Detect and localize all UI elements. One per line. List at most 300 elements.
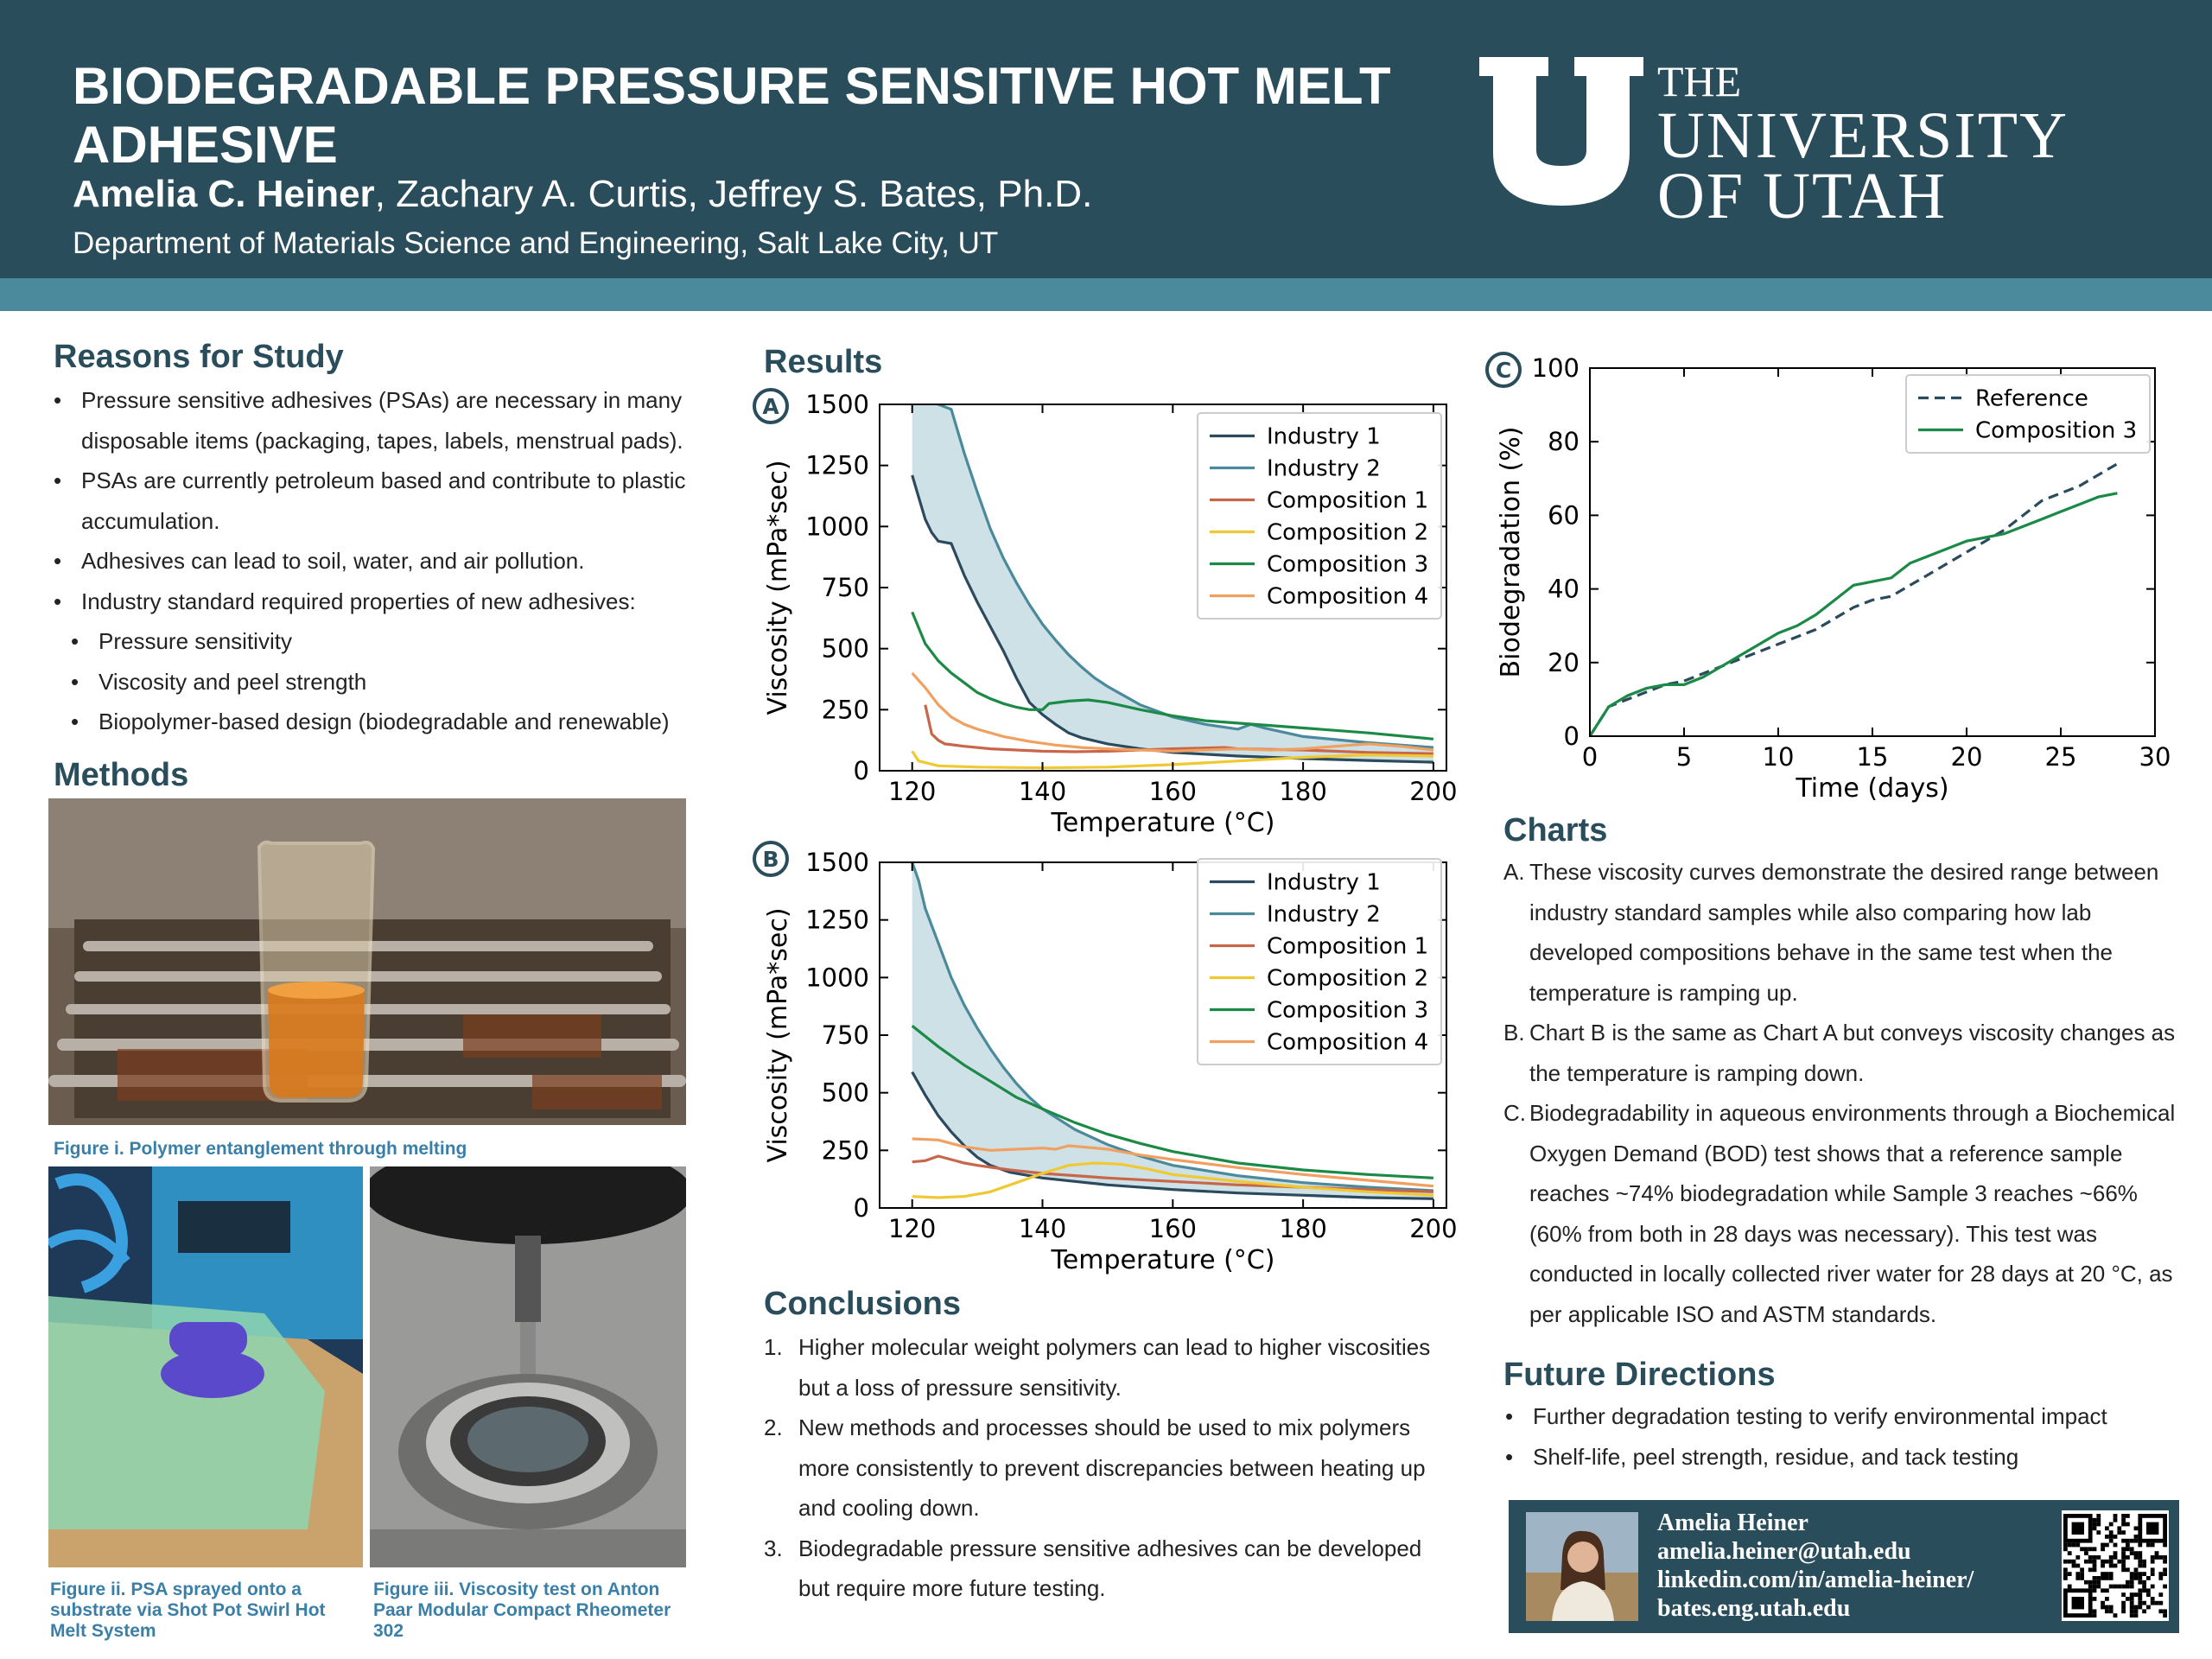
conclusion-text: Biodegradable pressure sensitive adhesives can be developed but require more future testing. <box>798 1535 1422 1601</box>
qr-module <box>2121 1564 2126 1568</box>
qr-module <box>2121 1560 2126 1564</box>
chart-description-text: Biodegradability in aqueous environments through a Biochemical Oxygen Demand (BOD) test shows that a reference sample reaches ~74% biodegradation while Sample 3 reaches ~66% (60% from both in 28 days was necessary). This test was conducted in locally collected river water for 28 days at 20 °C, as per applicable ISO and ASTM standards. <box>1529 1100 2176 1327</box>
qr-module <box>2105 1597 2109 1601</box>
reasons-item: • PSAs are currently petroleum based and contribute to plastic accumulation. <box>52 461 709 541</box>
contact-name: Amelia Heiner <box>1657 1510 1808 1536</box>
y-tick-label: 500 <box>821 633 869 664</box>
qr-module <box>2113 1551 2118 1555</box>
future-list <box>1503 1396 2186 1477</box>
y-tick-label: 100 <box>1531 353 1580 383</box>
qr-module <box>2093 1564 2097 1568</box>
y-tick-label: 250 <box>821 1135 869 1166</box>
qr-module <box>2093 1567 2097 1572</box>
qr-module <box>2105 1526 2109 1530</box>
qr-module <box>2080 1567 2084 1572</box>
panel-letter: A <box>762 394 779 419</box>
qr-module <box>2117 1585 2121 1589</box>
qr-module <box>2163 1585 2167 1589</box>
legend-label: Composition 2 <box>1267 965 1429 992</box>
qr-module <box>2138 1605 2142 1610</box>
qr-module <box>2126 1585 2130 1589</box>
qr-module <box>2163 1567 2167 1572</box>
panel-letter: B <box>762 847 779 872</box>
qr-module <box>2146 1543 2151 1548</box>
qr-module <box>2096 1555 2101 1560</box>
y-tick-label: 1000 <box>805 512 869 542</box>
conclusion-item <box>764 1408 1438 1529</box>
qr-module <box>2096 1518 2101 1522</box>
qr-module <box>2068 1551 2072 1555</box>
qr-module <box>2113 1564 2118 1568</box>
qr-module <box>2096 1522 2101 1527</box>
qr-module <box>2134 1576 2139 1580</box>
legend-label: Composition 3 <box>1975 417 2138 444</box>
reasons-subitem: • Pressure sensitivity <box>52 621 709 662</box>
qr-module <box>2093 1585 2097 1589</box>
chart-c <box>1478 344 2186 810</box>
y-tick-label: 1250 <box>805 905 869 935</box>
qr-module <box>2096 1530 2101 1535</box>
series-line-reference <box>1590 464 2117 736</box>
contact-email[interactable]: amelia.heiner@utah.edu <box>1657 1538 1911 1565</box>
reasons-subitem: • Viscosity and peel strength <box>52 662 709 702</box>
qr-module <box>2113 1585 2118 1589</box>
qr-module <box>2093 1576 2097 1580</box>
qr-module <box>2121 1514 2126 1518</box>
qr-module <box>2151 1555 2155 1560</box>
qr-module <box>2126 1539 2130 1543</box>
qr-module <box>2075 1555 2080 1560</box>
logo-text-university: UNIVERSITY <box>1657 99 2069 172</box>
qr-module <box>2075 1543 2080 1548</box>
qr-module <box>2121 1567 2126 1572</box>
reasons-list <box>52 380 709 742</box>
qr-module <box>2121 1585 2126 1589</box>
qr-module <box>2096 1514 2101 1518</box>
y-tick-label: 500 <box>821 1077 869 1108</box>
legend-label: Composition 4 <box>1267 1029 1429 1056</box>
qr-module <box>2163 1543 2167 1548</box>
qr-module <box>2130 1613 2134 1618</box>
qr-module <box>2151 1560 2155 1564</box>
y-tick-label: 1000 <box>805 963 869 993</box>
qr-module <box>2109 1530 2113 1535</box>
series-line-composition-3 <box>1590 493 2117 736</box>
qr-module <box>2121 1518 2126 1522</box>
qr-module <box>2109 1539 2113 1543</box>
charts-title: Charts <box>1503 812 1608 849</box>
qr-module <box>2101 1576 2105 1580</box>
y-axis-label: Biodegradation (%) <box>1496 426 1526 678</box>
qr-module <box>2126 1514 2130 1518</box>
poster-header <box>0 0 2212 278</box>
x-tick-label: 120 <box>888 777 937 806</box>
qr-module <box>2126 1555 2130 1560</box>
legend-label: Composition 2 <box>1267 519 1429 546</box>
qr-module <box>2109 1576 2113 1580</box>
qr-module <box>2158 1609 2163 1613</box>
qr-module <box>2134 1551 2139 1555</box>
qr-module <box>2134 1572 2139 1576</box>
qr-module <box>2134 1605 2139 1610</box>
conclusion-number: 2. <box>764 1414 783 1440</box>
legend-label: Composition 3 <box>1267 997 1429 1024</box>
qr-module <box>2130 1547 2134 1551</box>
qr-module <box>2084 1547 2088 1551</box>
qr-module <box>2101 1547 2105 1551</box>
qr-module <box>2130 1585 2134 1589</box>
qr-module <box>2075 1564 2080 1568</box>
x-tick-label: 180 <box>1279 1214 1327 1243</box>
qr-module <box>2151 1567 2155 1572</box>
logo-text-of-utah: OF UTAH <box>1657 160 1948 232</box>
qr-module <box>2151 1572 2155 1576</box>
qr-module <box>2068 1572 2072 1576</box>
conclusion-text: New methods and processes should be used to mix polymers more consistently to prevent discrepancies between heating up and cooling down. <box>798 1414 1426 1521</box>
block-u-icon <box>1479 57 1643 206</box>
conclusions-title: Conclusions <box>764 1286 962 1322</box>
reasons-item: • Industry standard required properties of new adhesives: <box>52 582 709 622</box>
qr-module <box>2134 1555 2139 1560</box>
qr-module <box>2117 1526 2121 1530</box>
qr-module <box>2117 1530 2121 1535</box>
x-tick-label: 25 <box>2044 742 2077 772</box>
qr-module <box>2088 1547 2093 1551</box>
qr-module <box>2093 1560 2097 1564</box>
legend-label: Composition 1 <box>1267 933 1429 960</box>
qr-module <box>2096 1576 2101 1580</box>
university-logo <box>1479 57 2084 232</box>
y-tick-label: 750 <box>821 573 869 602</box>
x-tick-label: 200 <box>1409 777 1458 806</box>
qr-module <box>2093 1555 2097 1560</box>
qr-module <box>2088 1585 2093 1589</box>
y-tick-label: 1250 <box>805 450 869 480</box>
qr-module <box>2142 1601 2146 1605</box>
qr-module <box>2138 1592 2142 1597</box>
qr-module <box>2134 1613 2139 1618</box>
qr-module <box>2134 1609 2139 1613</box>
x-axis-label: Temperature (°C) <box>1051 808 1275 838</box>
qr-module <box>2093 1580 2097 1585</box>
qr-module <box>2158 1592 2163 1597</box>
qr-module <box>2138 1555 2142 1560</box>
qr-module <box>2138 1543 2142 1548</box>
qr-module <box>2151 1597 2155 1601</box>
qr-module <box>2142 1588 2146 1592</box>
x-axis-label: Time (days) <box>1796 773 1949 804</box>
conclusions-list <box>764 1327 1438 1609</box>
qr-module <box>2130 1539 2134 1543</box>
y-tick-label: 0 <box>1563 721 1580 751</box>
qr-module <box>2063 1576 2068 1580</box>
qr-module <box>2093 1522 2097 1527</box>
qr-module <box>2134 1526 2139 1530</box>
qr-module <box>2121 1539 2126 1543</box>
qr-module <box>2101 1543 2105 1548</box>
qr-module <box>2138 1572 2142 1576</box>
x-tick-label: 140 <box>1018 1214 1067 1243</box>
chart-b-svg <box>745 838 1462 1287</box>
qr-module <box>2075 1572 2080 1576</box>
qr-module <box>2063 1572 2068 1576</box>
qr-module <box>2113 1514 2118 1518</box>
qr-module <box>2093 1518 2097 1522</box>
qr-finder <box>2072 1522 2084 1535</box>
qr-module <box>2126 1567 2130 1572</box>
x-tick-label: 30 <box>2139 742 2171 772</box>
qr-module <box>2101 1588 2105 1592</box>
qr-module <box>2155 1601 2159 1605</box>
qr-module <box>2113 1613 2118 1618</box>
x-tick-label: 160 <box>1148 1214 1197 1243</box>
conclusion-number: 3. <box>764 1535 783 1561</box>
qr-module <box>2075 1576 2080 1580</box>
legend-label: Composition 1 <box>1267 487 1429 514</box>
qr-module <box>2146 1592 2151 1597</box>
qr-module <box>2121 1551 2126 1555</box>
qr-module <box>2072 1564 2076 1568</box>
qr-module <box>2158 1601 2163 1605</box>
y-tick-label: 0 <box>853 1193 869 1223</box>
conclusion-item <box>764 1529 1438 1609</box>
future-item: • Further degradation testing to verify environmental impact <box>1503 1396 2186 1437</box>
chart-description-text: These viscosity curves demonstrate the desired range between industry standard samples while also comparing how lab developed compositions behave in the same test when the temperature is ramping up. <box>1529 859 2159 1006</box>
qr-module <box>2130 1580 2134 1585</box>
legend-label: Industry 2 <box>1267 901 1381 928</box>
qr-module <box>2155 1551 2159 1555</box>
qr-module <box>2109 1555 2113 1560</box>
contact-linkedin[interactable]: linkedin.com/in/amelia-heiner/ <box>1657 1567 1974 1593</box>
logo-text-the: THE <box>1657 57 1742 105</box>
qr-module <box>2151 1585 2155 1589</box>
qr-finder <box>2146 1522 2158 1535</box>
figure-i-caption: Figure i. Polymer entanglement through melting <box>54 1139 467 1159</box>
qr-module <box>2142 1580 2146 1585</box>
y-axis-label: Viscosity (mPa*sec) <box>763 907 793 1163</box>
qr-module <box>2113 1518 2118 1522</box>
chart-description-letter: C. <box>1503 1100 1526 1126</box>
qr-module <box>2134 1535 2139 1539</box>
qr-module <box>2105 1535 2109 1539</box>
conclusion-number: 1. <box>764 1334 783 1360</box>
legend-label: Industry 1 <box>1267 423 1381 450</box>
qr-module <box>2158 1576 2163 1580</box>
qr-module <box>2130 1592 2134 1597</box>
header-accent-stripe <box>0 278 2212 311</box>
qr-module <box>2138 1564 2142 1568</box>
x-tick-label: 15 <box>1856 742 1889 772</box>
qr-module <box>2101 1601 2105 1605</box>
qr-module <box>2084 1580 2088 1585</box>
qr-module <box>2084 1560 2088 1564</box>
qr-module <box>2063 1547 2068 1551</box>
qr-module <box>2093 1547 2097 1551</box>
qr-module <box>2068 1543 2072 1548</box>
x-tick-label: 180 <box>1279 777 1327 806</box>
qr-module <box>2101 1605 2105 1610</box>
contact-box <box>1509 1500 2179 1633</box>
results-title: Results <box>764 344 883 380</box>
chart-description-letter: B. <box>1503 1020 1525 1046</box>
qr-module <box>2063 1567 2068 1572</box>
x-tick-label: 0 <box>1581 742 1599 772</box>
chart-a <box>745 380 1462 847</box>
qr-module <box>2121 1609 2126 1613</box>
chart-description-item <box>1503 1013 2186 1093</box>
qr-module <box>2121 1592 2126 1597</box>
x-tick-label: 5 <box>1675 742 1693 772</box>
x-tick-label: 20 <box>1950 742 1983 772</box>
qr-module <box>2063 1560 2068 1564</box>
qr-module <box>2121 1605 2126 1610</box>
figure-iii-photo <box>370 1166 686 1567</box>
figure-iii-caption: Figure iii. Viscosity test on Anton Paar Modular Compact Rheometer 302 <box>373 1580 671 1641</box>
qr-module <box>2142 1585 2146 1589</box>
qr-module <box>2109 1585 2113 1589</box>
qr-module <box>2121 1522 2126 1527</box>
qr-module <box>2093 1597 2097 1601</box>
y-tick-label: 1500 <box>805 390 869 419</box>
chart-c-svg <box>1478 344 2186 810</box>
qr-module <box>2130 1601 2134 1605</box>
x-tick-label: 10 <box>1762 742 1795 772</box>
future-title: Future Directions <box>1503 1357 1776 1393</box>
y-tick-label: 60 <box>1548 500 1580 531</box>
chart-a-svg <box>745 380 1462 847</box>
qr-module <box>2126 1597 2130 1601</box>
qr-module <box>2142 1609 2146 1613</box>
qr-module <box>2130 1551 2134 1555</box>
qr-module <box>2163 1572 2167 1576</box>
reasons-title: Reasons for Study <box>54 339 344 375</box>
qr-module <box>2093 1526 2097 1530</box>
figure-ii-caption: Figure ii. PSA sprayed onto a substrate via Shot Pot Swirl Hot Melt System <box>50 1580 326 1641</box>
qr-module <box>2080 1576 2084 1580</box>
co-authors: , Zachary A. Curtis, Jeffrey S. Bates, Ph.D. <box>374 173 1093 215</box>
chart-description-item <box>1503 852 2186 1013</box>
qr-module <box>2134 1539 2139 1543</box>
qr-module <box>2130 1597 2134 1601</box>
qr-module <box>2121 1601 2126 1605</box>
qr-module <box>2138 1601 2142 1605</box>
qr-module <box>2126 1522 2130 1527</box>
qr-module <box>2130 1576 2134 1580</box>
x-tick-label: 120 <box>888 1214 937 1243</box>
qr-module <box>2142 1572 2146 1576</box>
qr-module <box>2109 1564 2113 1568</box>
charts-description-list <box>1503 852 2186 1334</box>
qr-module <box>2096 1585 2101 1589</box>
qr-module <box>2105 1560 2109 1564</box>
qr-module <box>2093 1613 2097 1618</box>
qr-module <box>2084 1551 2088 1555</box>
qr-module <box>2138 1588 2142 1592</box>
qr-module <box>2088 1567 2093 1572</box>
legend-label: Industry 2 <box>1267 455 1381 482</box>
figure-ii-photo <box>48 1166 363 1567</box>
qr-module <box>2109 1522 2113 1527</box>
qr-module <box>2072 1560 2076 1564</box>
y-tick-label: 80 <box>1548 427 1580 457</box>
qr-module <box>2113 1535 2118 1539</box>
qr-module <box>2134 1567 2139 1572</box>
qr-module <box>2130 1609 2134 1613</box>
qr-module <box>2105 1576 2109 1580</box>
qr-module <box>2109 1560 2113 1564</box>
qr-module <box>2101 1564 2105 1568</box>
qr-module <box>2121 1547 2126 1551</box>
x-tick-label: 140 <box>1018 777 1067 806</box>
qr-module <box>2138 1576 2142 1580</box>
legend-label: Composition 3 <box>1267 551 1429 578</box>
qr-module <box>2088 1555 2093 1560</box>
qr-finder <box>2072 1597 2084 1609</box>
qr-module <box>2068 1560 2072 1564</box>
qr-module <box>2146 1588 2151 1592</box>
x-tick-label: 160 <box>1148 777 1197 806</box>
qr-module <box>2113 1555 2118 1560</box>
qr-module <box>2146 1605 2151 1610</box>
y-axis-label: Viscosity (mPa*sec) <box>763 460 793 715</box>
qr-module <box>2138 1597 2142 1601</box>
lead-author: Amelia C. Heiner <box>73 173 375 215</box>
qr-module <box>2138 1551 2142 1555</box>
qr-module <box>2105 1588 2109 1592</box>
qr-module <box>2109 1609 2113 1613</box>
qr-module <box>2096 1580 2101 1585</box>
qr-module <box>2068 1585 2072 1589</box>
qr-module <box>2113 1543 2118 1548</box>
y-tick-label: 40 <box>1548 574 1580 604</box>
qr-module <box>2109 1535 2113 1539</box>
qr-module <box>2163 1613 2167 1618</box>
author-list <box>73 173 1092 216</box>
qr-module <box>2105 1609 2109 1613</box>
qr-module <box>2158 1572 2163 1576</box>
qr-module <box>2088 1560 2093 1564</box>
methods-title: Methods <box>54 757 189 793</box>
qr-module <box>2101 1560 2105 1564</box>
qr-module <box>2093 1609 2097 1613</box>
qr-module <box>2072 1543 2076 1548</box>
conclusion-text: Higher molecular weight polymers can lead to higher viscosities but a loss of pressure sensitivity. <box>798 1334 1431 1401</box>
qr-module <box>2063 1543 2068 1548</box>
qr-module <box>2105 1543 2109 1548</box>
qr-module <box>2142 1560 2146 1564</box>
legend-label: Reference <box>1975 385 2088 412</box>
qr-module <box>2121 1530 2126 1535</box>
qr-module <box>2142 1564 2146 1568</box>
qr-module <box>2163 1555 2167 1560</box>
panel-letter: C <box>1495 358 1512 383</box>
qr-module <box>2126 1543 2130 1548</box>
qr-module <box>2151 1543 2155 1548</box>
affiliation: Department of Materials Science and Engineering, Salt Lake City, UT <box>73 226 999 260</box>
x-tick-label: 200 <box>1409 1214 1458 1243</box>
qr-module <box>2126 1580 2130 1585</box>
y-tick-label: 1500 <box>805 848 869 877</box>
future-item: • Shelf-life, peel strength, residue, and tack testing <box>1503 1437 2186 1478</box>
qr-module <box>2121 1555 2126 1560</box>
y-tick-label: 750 <box>821 1020 869 1050</box>
contact-website[interactable]: bates.eng.utah.edu <box>1657 1595 1851 1622</box>
author-photo <box>1526 1512 1638 1621</box>
qr-module <box>2109 1572 2113 1576</box>
reasons-item: • Pressure sensitive adhesives (PSAs) are necessary in many disposable items (packaging, tapes, labels, menstrual pads). <box>52 380 709 461</box>
qr-code-icon[interactable] <box>2062 1510 2169 1621</box>
qr-module <box>2130 1572 2134 1576</box>
